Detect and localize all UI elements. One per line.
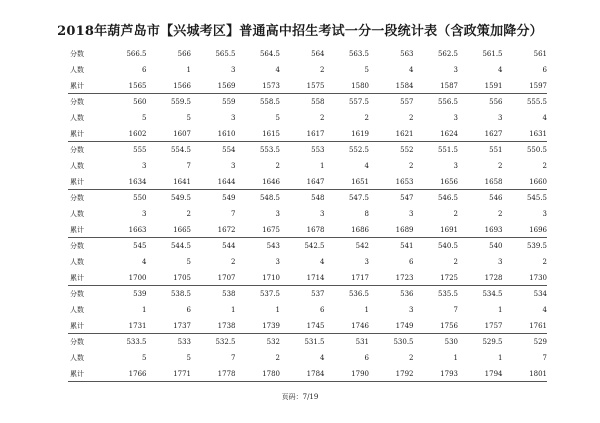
table-cell: 1647 <box>306 178 325 186</box>
table-cell: 5 <box>364 66 369 74</box>
score-block <box>68 94 547 142</box>
score-block <box>68 46 547 94</box>
row-label: 人数 <box>70 114 84 122</box>
count-row <box>68 158 547 174</box>
table-cell: 545.5 <box>526 194 547 202</box>
table-cell: 1756 <box>440 322 458 330</box>
table-cell: 552 <box>400 146 414 154</box>
count-row <box>68 350 547 366</box>
table-cell: 553.5 <box>259 146 280 154</box>
table-cell: 541 <box>400 242 414 250</box>
table-cell: 555 <box>133 146 147 154</box>
table-cell: 566.5 <box>126 50 147 58</box>
row-label: 人数 <box>70 66 84 74</box>
row-label: 人数 <box>70 354 84 362</box>
table-cell: 3 <box>542 210 547 218</box>
table-cell: 540 <box>489 242 503 250</box>
table-cell: 2 <box>453 210 458 218</box>
table-cell: 2 <box>320 114 325 122</box>
row-label: 分数 <box>70 290 84 298</box>
table-cell: 1653 <box>395 178 414 186</box>
table-cell: 533.5 <box>126 338 147 346</box>
table-cell: 561.5 <box>482 50 503 58</box>
cumulative-row <box>68 222 547 238</box>
table-cell: 4 <box>409 66 414 74</box>
table-cell: 1689 <box>395 226 414 234</box>
table-cell: 539.5 <box>526 242 547 250</box>
table-cell: 4 <box>498 66 503 74</box>
table-cell: 542 <box>355 242 369 250</box>
row-label: 分数 <box>70 194 84 202</box>
count-row <box>68 206 547 222</box>
table-cell: 2 <box>186 210 191 218</box>
table-cell: 1591 <box>484 82 503 90</box>
table-cell: 7 <box>186 162 191 170</box>
table-cell: 1631 <box>529 130 547 138</box>
table-cell: 4 <box>142 258 147 266</box>
table-cell: 5 <box>142 114 147 122</box>
table-cell: 1728 <box>484 274 503 282</box>
table-cell: 559 <box>222 98 236 106</box>
score-row <box>68 94 547 110</box>
table-cell: 530 <box>444 338 458 346</box>
table-cell: 1745 <box>306 322 325 330</box>
row-label: 人数 <box>70 162 84 170</box>
table-cell: 551 <box>489 146 503 154</box>
table-cell: 551.5 <box>437 146 458 154</box>
table-cell: 3 <box>453 162 458 170</box>
table-cell: 1710 <box>262 274 280 282</box>
table-cell: 1569 <box>217 82 236 90</box>
score-block <box>68 190 547 238</box>
table-cell: 557 <box>400 98 414 106</box>
table-cell: 1738 <box>217 322 236 330</box>
row-label: 分数 <box>70 242 84 250</box>
table-cell: 530.5 <box>393 338 414 346</box>
table-cell: 1757 <box>484 322 503 330</box>
table-cell: 547 <box>400 194 414 202</box>
table-cell: 1723 <box>395 274 414 282</box>
table-cell: 531.5 <box>304 338 325 346</box>
table-cell: 2 <box>320 66 325 74</box>
table-cell: 4 <box>542 114 547 122</box>
table-cell: 531 <box>355 338 369 346</box>
table-cell: 548 <box>311 194 325 202</box>
table-cell: 8 <box>364 210 369 218</box>
table-cell: 7 <box>542 354 547 362</box>
score-row <box>68 286 547 302</box>
table-cell: 3 <box>498 258 503 266</box>
table-cell: 562.5 <box>437 50 458 58</box>
table-cell: 529 <box>533 338 547 346</box>
table-cell: 1584 <box>395 82 414 90</box>
table-cell: 3 <box>409 306 414 314</box>
table-cell: 1 <box>453 354 458 362</box>
table-cell: 4 <box>275 66 280 74</box>
table-cell: 1672 <box>217 226 236 234</box>
count-row <box>68 302 547 318</box>
table-cell: 1624 <box>440 130 458 138</box>
table-cell: 1707 <box>217 274 236 282</box>
table-cell: 1790 <box>351 370 369 378</box>
table-cell: 544.5 <box>170 242 191 250</box>
table-cell: 3 <box>231 162 236 170</box>
row-label: 分数 <box>70 50 84 58</box>
table-cell: 6 <box>542 66 547 74</box>
table-cell: 1691 <box>440 226 458 234</box>
count-row <box>68 254 547 270</box>
table-cell: 556.5 <box>437 98 458 106</box>
table-cell: 1607 <box>173 130 191 138</box>
score-block <box>68 334 547 382</box>
row-label: 分数 <box>70 146 84 154</box>
table-cell: 550 <box>133 194 147 202</box>
table-cell: 549 <box>222 194 236 202</box>
table-cell: 1658 <box>484 178 503 186</box>
cumulative-row <box>68 78 547 94</box>
table-cell: 1705 <box>173 274 191 282</box>
table-cell: 2 <box>542 258 547 266</box>
row-label: 分数 <box>70 338 84 346</box>
table-cell: 4 <box>320 258 325 266</box>
table-cell: 3 <box>142 210 147 218</box>
table-cell: 556 <box>489 98 503 106</box>
table-cell: 7 <box>231 354 236 362</box>
table-cell: 2 <box>409 114 414 122</box>
table-cell: 1646 <box>262 178 280 186</box>
table-cell: 5 <box>275 114 280 122</box>
table-cell: 537.5 <box>259 290 280 298</box>
table-cell: 3 <box>275 258 280 266</box>
table-cell: 1 <box>231 306 236 314</box>
table-cell: 546.5 <box>437 194 458 202</box>
table-cell: 5 <box>186 114 191 122</box>
table-cell: 2 <box>409 162 414 170</box>
row-label: 人数 <box>70 210 84 218</box>
table-cell: 532 <box>266 338 280 346</box>
score-distribution-tables <box>68 46 547 382</box>
table-cell: 1634 <box>128 178 147 186</box>
table-cell: 558.5 <box>259 98 280 106</box>
table-cell: 3 <box>142 162 147 170</box>
table-cell: 1746 <box>351 322 369 330</box>
table-cell: 536.5 <box>348 290 369 298</box>
table-cell: 1617 <box>306 130 325 138</box>
table-cell: 563 <box>400 50 414 58</box>
table-cell: 1766 <box>128 370 147 378</box>
table-cell: 535.5 <box>437 290 458 298</box>
table-cell: 564 <box>311 50 325 58</box>
table-cell: 1565 <box>128 82 147 90</box>
table-cell: 549.5 <box>170 194 191 202</box>
page-title: 2018年葫芦岛市【兴城考区】普通高中招生考试一分一段统计表（含政策加降分） <box>57 24 543 39</box>
table-cell: 555.5 <box>526 98 547 106</box>
table-cell: 1641 <box>173 178 191 186</box>
row-label: 累计 <box>70 370 84 378</box>
table-cell: 1644 <box>217 178 236 186</box>
row-label: 累计 <box>70 322 84 330</box>
table-cell: 1 <box>498 306 503 314</box>
table-cell: 1 <box>320 162 325 170</box>
table-cell: 533 <box>177 338 191 346</box>
table-cell: 566 <box>177 50 191 58</box>
table-cell: 557.5 <box>348 98 369 106</box>
table-cell: 1678 <box>306 226 325 234</box>
table-cell: 554.5 <box>170 146 191 154</box>
score-row <box>68 46 547 62</box>
table-cell: 1 <box>364 306 369 314</box>
table-cell: 1602 <box>128 130 147 138</box>
table-cell: 1686 <box>351 226 369 234</box>
table-cell: 536 <box>400 290 414 298</box>
table-cell: 2 <box>364 114 369 122</box>
table-cell: 539 <box>133 290 147 298</box>
table-cell: 552.5 <box>348 146 369 154</box>
table-cell: 1737 <box>173 322 191 330</box>
table-cell: 1780 <box>262 370 280 378</box>
score-row <box>68 142 547 158</box>
table-cell: 6 <box>142 66 147 74</box>
table-cell: 5 <box>142 354 147 362</box>
score-row <box>68 190 547 206</box>
table-cell: 1 <box>142 306 147 314</box>
table-cell: 4 <box>320 354 325 362</box>
table-cell: 1 <box>275 306 280 314</box>
table-cell: 7 <box>453 306 458 314</box>
table-cell: 1793 <box>440 370 458 378</box>
table-cell: 564.5 <box>259 50 280 58</box>
cumulative-row <box>68 126 547 142</box>
row-label: 累计 <box>70 82 84 90</box>
table-cell: 1615 <box>262 130 280 138</box>
table-cell: 534 <box>533 290 547 298</box>
row-label: 累计 <box>70 226 84 234</box>
table-cell: 1801 <box>529 370 547 378</box>
table-cell: 5 <box>186 354 191 362</box>
count-row <box>68 110 547 126</box>
table-cell: 1575 <box>306 82 325 90</box>
table-cell: 1573 <box>262 82 280 90</box>
table-cell: 1610 <box>217 130 236 138</box>
table-cell: 1621 <box>395 130 414 138</box>
table-cell: 534.5 <box>482 290 503 298</box>
table-cell: 1675 <box>262 226 280 234</box>
table-cell: 1 <box>186 66 191 74</box>
table-cell: 565.5 <box>215 50 236 58</box>
row-label: 分数 <box>70 98 84 106</box>
table-cell: 544 <box>222 242 236 250</box>
table-cell: 2 <box>275 162 280 170</box>
table-cell: 3 <box>275 210 280 218</box>
table-cell: 558 <box>311 98 325 106</box>
table-cell: 543 <box>266 242 280 250</box>
table-cell: 1792 <box>395 370 414 378</box>
table-cell: 1656 <box>440 178 458 186</box>
table-cell: 546 <box>489 194 503 202</box>
row-label: 累计 <box>70 178 84 186</box>
table-cell: 1619 <box>351 130 369 138</box>
table-cell: 1761 <box>529 322 547 330</box>
table-cell: 1794 <box>484 370 503 378</box>
table-cell: 1566 <box>173 82 191 90</box>
row-label: 人数 <box>70 258 84 266</box>
table-cell: 561 <box>533 50 547 58</box>
table-cell: 550.5 <box>526 146 547 154</box>
score-row <box>68 238 547 254</box>
table-cell: 1597 <box>529 82 547 90</box>
table-cell: 538.5 <box>170 290 191 298</box>
table-cell: 3 <box>409 210 414 218</box>
table-cell: 1587 <box>440 82 458 90</box>
table-cell: 6 <box>409 258 414 266</box>
table-cell: 538 <box>222 290 236 298</box>
count-row <box>68 62 547 78</box>
cumulative-row <box>68 366 547 382</box>
table-cell: 1696 <box>529 226 547 234</box>
cumulative-row <box>68 318 547 334</box>
table-cell: 540.5 <box>437 242 458 250</box>
table-cell: 2 <box>542 162 547 170</box>
table-cell: 1778 <box>217 370 236 378</box>
score-block <box>68 238 547 286</box>
table-cell: 2 <box>498 210 503 218</box>
table-cell: 1665 <box>173 226 191 234</box>
table-cell: 1651 <box>351 178 369 186</box>
table-cell: 1663 <box>128 226 147 234</box>
table-cell: 1627 <box>484 130 503 138</box>
table-cell: 7 <box>231 210 236 218</box>
table-cell: 5 <box>186 258 191 266</box>
table-cell: 560 <box>133 98 147 106</box>
table-cell: 2 <box>453 258 458 266</box>
table-cell: 1749 <box>395 322 414 330</box>
score-row <box>68 334 547 350</box>
table-cell: 3 <box>364 258 369 266</box>
cumulative-row <box>68 270 547 286</box>
table-cell: 4 <box>364 162 369 170</box>
table-cell: 1700 <box>128 274 147 282</box>
table-cell: 2 <box>275 354 280 362</box>
table-cell: 529.5 <box>482 338 503 346</box>
table-cell: 1730 <box>529 274 547 282</box>
table-cell: 3 <box>453 114 458 122</box>
table-cell: 559.5 <box>170 98 191 106</box>
table-cell: 6 <box>364 354 369 362</box>
table-cell: 547.5 <box>348 194 369 202</box>
table-cell: 3 <box>453 66 458 74</box>
table-cell: 3 <box>498 114 503 122</box>
row-label: 累计 <box>70 130 84 138</box>
table-cell: 2 <box>498 162 503 170</box>
table-cell: 1714 <box>306 274 325 282</box>
row-label: 累计 <box>70 274 84 282</box>
table-cell: 563.5 <box>348 50 369 58</box>
table-cell: 545 <box>133 242 147 250</box>
table-cell: 6 <box>320 306 325 314</box>
score-block <box>68 142 547 190</box>
table-cell: 1725 <box>440 274 458 282</box>
table-cell: 3 <box>231 66 236 74</box>
table-cell: 553 <box>311 146 325 154</box>
table-cell: 532.5 <box>215 338 236 346</box>
table-cell: 1784 <box>306 370 325 378</box>
table-cell: 1580 <box>351 82 369 90</box>
table-cell: 1 <box>498 354 503 362</box>
table-cell: 2 <box>409 354 414 362</box>
table-cell: 548.5 <box>259 194 280 202</box>
table-cell: 2 <box>231 258 236 266</box>
table-cell: 1660 <box>529 178 547 186</box>
table-cell: 1731 <box>128 322 147 330</box>
table-cell: 542.5 <box>304 242 325 250</box>
table-cell: 1771 <box>173 370 191 378</box>
score-block <box>68 286 547 334</box>
table-cell: 1693 <box>484 226 503 234</box>
table-cell: 3 <box>231 114 236 122</box>
table-cell: 554 <box>222 146 236 154</box>
table-cell: 3 <box>320 210 325 218</box>
row-label: 人数 <box>70 306 84 314</box>
cumulative-row <box>68 174 547 190</box>
table-cell: 4 <box>542 306 547 314</box>
table-cell: 6 <box>186 306 191 314</box>
table-cell: 1739 <box>262 322 280 330</box>
page-number: 页码：7/19 <box>281 393 319 401</box>
table-cell: 1717 <box>351 274 369 282</box>
table-cell: 537 <box>311 290 325 298</box>
